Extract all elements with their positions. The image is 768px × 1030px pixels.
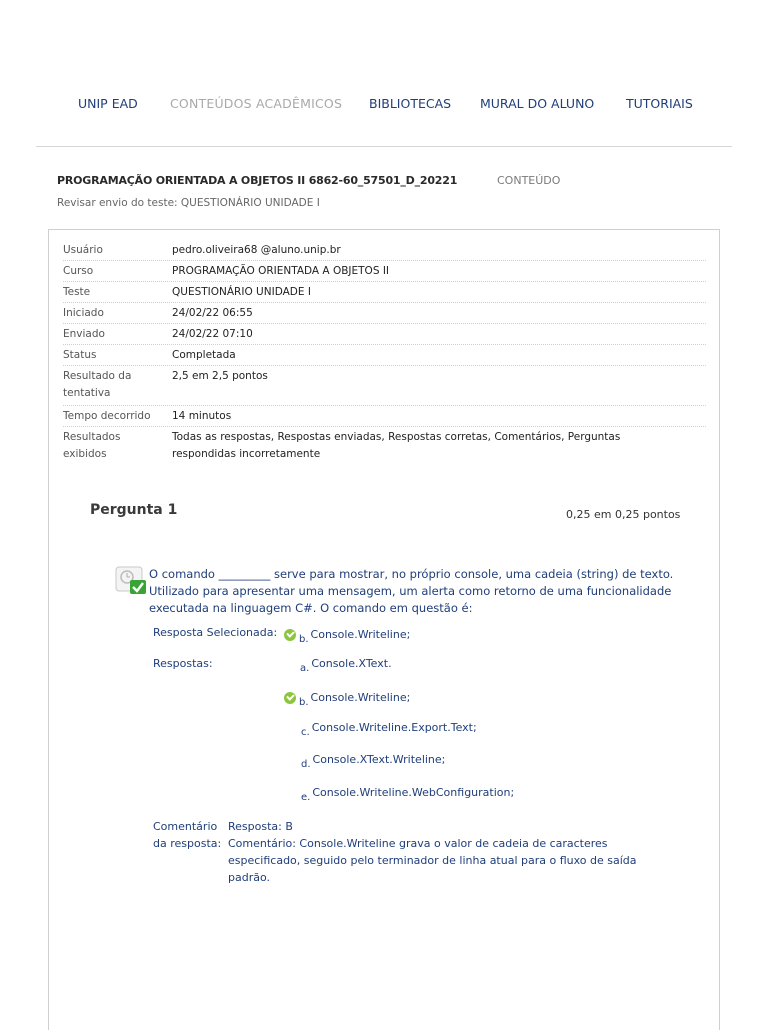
answer-text: Console.XText. bbox=[311, 657, 392, 670]
info-row-status bbox=[63, 345, 706, 366]
info-label: Tempo decorrido bbox=[63, 410, 151, 422]
info-value: 24/02/22 06:55 bbox=[172, 307, 253, 319]
question-points: 0,25 em 0,25 pontos bbox=[566, 508, 681, 521]
nav-item-bibliotecas[interactable]: BIBLIOTECAS bbox=[369, 96, 452, 111]
info-row-usuario bbox=[63, 240, 706, 261]
info-row-enviado bbox=[63, 324, 706, 345]
info-value: 14 minutos bbox=[172, 410, 232, 422]
info-value: Completada bbox=[172, 349, 236, 361]
check-icon bbox=[284, 629, 296, 641]
question-title: Pergunta 1 bbox=[90, 502, 178, 518]
info-row-resultado bbox=[63, 366, 706, 406]
info-label: Enviado bbox=[63, 328, 105, 340]
comment-text bbox=[228, 818, 668, 886]
info-label: Status bbox=[63, 349, 97, 361]
info-label: Resultado da tentativa bbox=[63, 370, 132, 399]
info-label: Iniciado bbox=[63, 307, 104, 319]
info-value: 2,5 em 2,5 pontos bbox=[172, 370, 268, 382]
nav-item-tutoriais[interactable]: TUTORIAIS bbox=[626, 96, 693, 111]
info-row-teste bbox=[63, 282, 706, 303]
answer-option-d bbox=[301, 753, 446, 770]
nav-item-mural-do-aluno[interactable]: MURAL DO ALUNO bbox=[480, 96, 595, 111]
answer-option-a bbox=[300, 657, 392, 674]
conteudo-link[interactable]: CONTEÚDO bbox=[497, 174, 561, 187]
answer-text: Console.Writeline; bbox=[310, 628, 411, 641]
nav-item-conteudos-academicos[interactable]: CONTEÚDOS ACADÊMICOS bbox=[170, 96, 343, 111]
answer-letter: c. bbox=[301, 727, 310, 738]
answer-text: Console.Writeline.WebConfiguration; bbox=[312, 786, 515, 799]
info-value: QUESTIONÁRIO UNIDADE I bbox=[172, 286, 311, 298]
answer-option-c bbox=[301, 721, 477, 738]
info-value: PROGRAMAÇÃO ORIENTADA A OBJETOS II bbox=[172, 265, 390, 277]
answer-letter: b. bbox=[299, 634, 309, 645]
nav-divider bbox=[36, 146, 732, 147]
info-row-curso bbox=[63, 261, 706, 282]
info-row-iniciado bbox=[63, 303, 706, 324]
attempt-info-table bbox=[63, 240, 706, 464]
info-label: Usuário bbox=[63, 244, 103, 256]
answer-letter: b. bbox=[299, 697, 309, 708]
question-text: O comando _________ serve para mostrar, no próprio console, uma cadeia (string) de texto. Utilizado para apresentar uma mensagem, um alerta como retorno de uma funcionalidade executada na linguagem C#. O comando em questão é: bbox=[149, 567, 674, 615]
info-label: Teste bbox=[63, 286, 91, 298]
info-label: Curso bbox=[63, 265, 94, 277]
answer-option-e bbox=[301, 786, 515, 803]
answer-text: Console.Writeline.Export.Text; bbox=[311, 721, 477, 734]
info-label: Resultados exibidos bbox=[63, 431, 121, 460]
answer-text: Console.Writeline; bbox=[310, 691, 411, 704]
comment-explanation: Comentário: Console.Writeline grava o valor de cadeia de caracteres especificado, seguido pelo terminador de linha atual para o fluxo de saída padrão. bbox=[228, 837, 637, 884]
answer-letter: a. bbox=[300, 663, 310, 674]
info-row-tempo bbox=[63, 406, 706, 427]
answer-text: Console.XText.Writeline; bbox=[312, 753, 446, 766]
answer-option-b bbox=[284, 689, 411, 708]
selected-answer bbox=[284, 626, 411, 645]
comment-answer-line: Resposta: B bbox=[228, 820, 293, 833]
correct-question-icon bbox=[115, 566, 149, 596]
info-value: Todas as respostas, Respostas enviadas, Respostas corretas, Comentários, Perguntas respondidas incorretamente bbox=[172, 431, 621, 460]
top-navigation bbox=[0, 96, 768, 116]
info-value: pedro.oliveira68 @aluno.unip.br bbox=[172, 244, 341, 256]
comment-label: Comentário da resposta: bbox=[153, 820, 222, 850]
selected-answer-label: Resposta Selecionada: bbox=[153, 626, 278, 639]
check-icon bbox=[284, 692, 296, 704]
info-row-resultados-exibidos bbox=[63, 427, 706, 464]
info-value: 24/02/22 07:10 bbox=[172, 328, 253, 340]
answer-letter: d. bbox=[301, 759, 311, 770]
page-subtitle: Revisar envio do teste: QUESTIONÁRIO UNIDADE I bbox=[57, 197, 320, 209]
answer-letter: e. bbox=[301, 792, 311, 803]
answers-label: Respostas: bbox=[153, 657, 213, 670]
course-title[interactable]: PROGRAMAÇÃO ORIENTADA A OBJETOS II 6862-60_57501_D_20221 bbox=[57, 174, 458, 187]
nav-item-unip-ead[interactable]: UNIP EAD bbox=[78, 96, 138, 111]
